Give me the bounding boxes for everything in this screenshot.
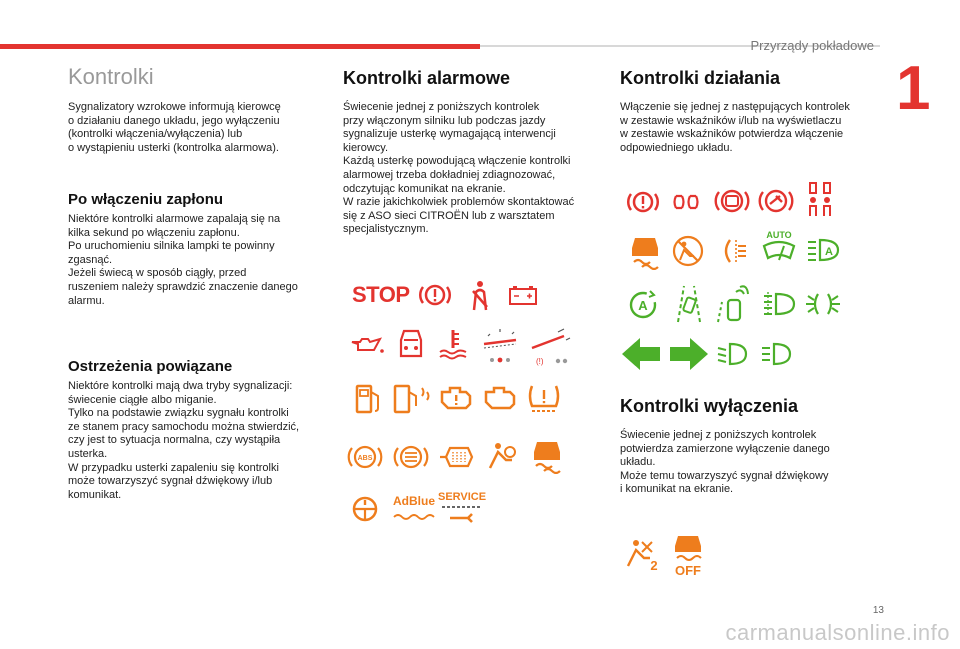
function-lights-text: Włączenie się jednej z następujących kontrolek w zestawie wskaźników i/lub na wyświetlaczu w zestawie wskaźników potwierdza włączenie odpowiedniego układu. xyxy=(620,101,850,154)
page-number: 13 xyxy=(872,605,884,616)
dipped-beam-icon xyxy=(716,342,748,366)
ignition-text: Niektóre kontrolki alarmowe zapalają się na kilka sekund po włączeniu zapłonu. Po uruchomieniu silnika lampki te powinny zgasnąć. Jeżeli świecą w sposób ciągły, przed ruszeniem należy sprawdzić znaczenie danego alarmu. xyxy=(68,213,298,307)
tyre-pressure-icon xyxy=(526,382,562,416)
off-lights-heading: Kontrolki wyłączenia xyxy=(620,396,799,416)
stop-icon: STOP xyxy=(352,282,410,307)
alarm-lights-heading: Kontrolki alarmowe xyxy=(343,68,511,88)
function-lights-heading: Kontrolki działania xyxy=(620,68,781,88)
chapter-number: 1 xyxy=(896,54,931,123)
alarm-lights-text: Świecenie jednej z poniższych kontrolek przy włączonym silniku lub podczas jazdy sygnalizuje usterkę wymagającą interwencji kierowcy. Każdą usterkę powodującą włączenie kontrolki alarmowej trzeba dokładniej zdiagnozować, odczytując komunikat na ekranie. W razie jakichkolwiek problemów skontaktować się z ASO sieci CITROËN lub z warsztatem specjalistycznym. xyxy=(343,101,575,236)
steering-lock-gauge-icon xyxy=(478,326,522,366)
header-red-bar xyxy=(0,44,480,49)
particle-filter-icon xyxy=(438,444,476,470)
wiper-icon xyxy=(760,240,798,264)
oil-pressure-icon xyxy=(350,334,386,356)
esp-off-car-icon xyxy=(671,534,705,562)
airbag-off-icon xyxy=(670,234,706,268)
adblue-icon xyxy=(392,494,436,526)
airbag-off-number: 2 xyxy=(650,558,658,572)
engine-fault-icon xyxy=(438,384,474,412)
lane-departure-icon xyxy=(674,284,704,324)
warnings-heading: Ostrzeżenia powiązane xyxy=(68,358,233,375)
abs-icon xyxy=(347,442,383,472)
stop-start-icon xyxy=(626,288,660,322)
svg-text:A: A xyxy=(638,298,648,313)
service-icon xyxy=(438,491,487,528)
kontrolki-intro: Sygnalizatory wzrokowe informują kierowcę o działaniu danego układu, jego wyłączeniu (kontrolki włączenia/wyłączenia) lub o wystąpieniu usterki (kontrolka alarmowa). xyxy=(68,101,281,154)
door-open-icon xyxy=(398,328,424,360)
warnings-text: Niektóre kontrolki mają dwa tryby sygnalizacji: świecenie ciągłe albo miganie. Tylko na podstawie związku sygnału kontrolki ze stanem pracy samochodu można stwierdzić, czy jest to sytuacja normalna, czy wystąpiła usterka. W przypadku usterki zapaleniu się kontrolki może towarzyszyć sygnał dźwiękowy i/lub komunikat. xyxy=(68,380,300,501)
esp-off-skid-icon xyxy=(628,234,662,270)
brake-pedal-icon xyxy=(714,186,750,216)
seatbelt-icon xyxy=(468,280,492,312)
seatbelt-rear-icon xyxy=(804,180,836,220)
steering-column-gauge-icon xyxy=(528,326,572,366)
adblue-icon-label: AdBlue xyxy=(393,494,435,508)
abs-icon-label: ABS xyxy=(357,455,373,462)
coolant-temperature-icon xyxy=(438,328,468,360)
passenger-airbag-off-icon xyxy=(626,538,660,572)
water-in-diesel-icon xyxy=(392,382,432,414)
esp-off-label: OFF xyxy=(675,563,701,578)
wrench-icon xyxy=(438,503,484,523)
brake-warning-icon xyxy=(418,282,452,308)
automatic-headlamps-icon xyxy=(806,236,842,264)
preheating-icon xyxy=(672,192,704,212)
right-indicator-icon xyxy=(668,336,710,372)
blind-spot-icon xyxy=(714,284,750,324)
service-icon-label: SERVICE xyxy=(438,491,487,503)
auto-label: AUTO xyxy=(766,230,792,240)
esp-off-icon xyxy=(670,534,706,578)
esp-skid-icon xyxy=(530,438,564,474)
brake-pad-icon xyxy=(393,442,429,472)
front-fog-light-icon xyxy=(762,290,796,318)
fuel-level-icon xyxy=(354,382,384,414)
battery-icon xyxy=(508,284,538,306)
auto-headlamp-letter: A xyxy=(825,246,833,258)
ignition-heading: Po włączeniu zapłonu xyxy=(68,191,224,208)
parking-brake-icon xyxy=(626,188,660,216)
section-title: Przyrządy pokładowe xyxy=(750,38,874,53)
svg-text:(!): (!) xyxy=(536,357,544,366)
rear-fog-light-icon xyxy=(718,236,748,266)
main-beam-icon xyxy=(760,342,792,366)
left-indicator-icon xyxy=(620,336,662,372)
emissions-icon xyxy=(482,384,518,412)
auto-wipe-icon xyxy=(760,230,798,269)
kontrolki-heading: Kontrolki xyxy=(68,64,154,89)
sidelights-icon xyxy=(804,290,842,318)
watermark: carmanualsonline.info xyxy=(725,620,950,645)
airbag-fault-icon xyxy=(486,440,518,472)
electric-parking-brake-icon xyxy=(758,186,794,216)
power-steering-icon xyxy=(350,495,380,523)
adblue-wave-icon xyxy=(392,513,436,521)
off-lights-text: Świecenie jednej z poniższych kontrolek potwierdza zamierzone wyłączenie danego układu. Może temu towarzyszyć sygnał dźwiękowy i komunikat na ekranie. xyxy=(620,429,830,496)
